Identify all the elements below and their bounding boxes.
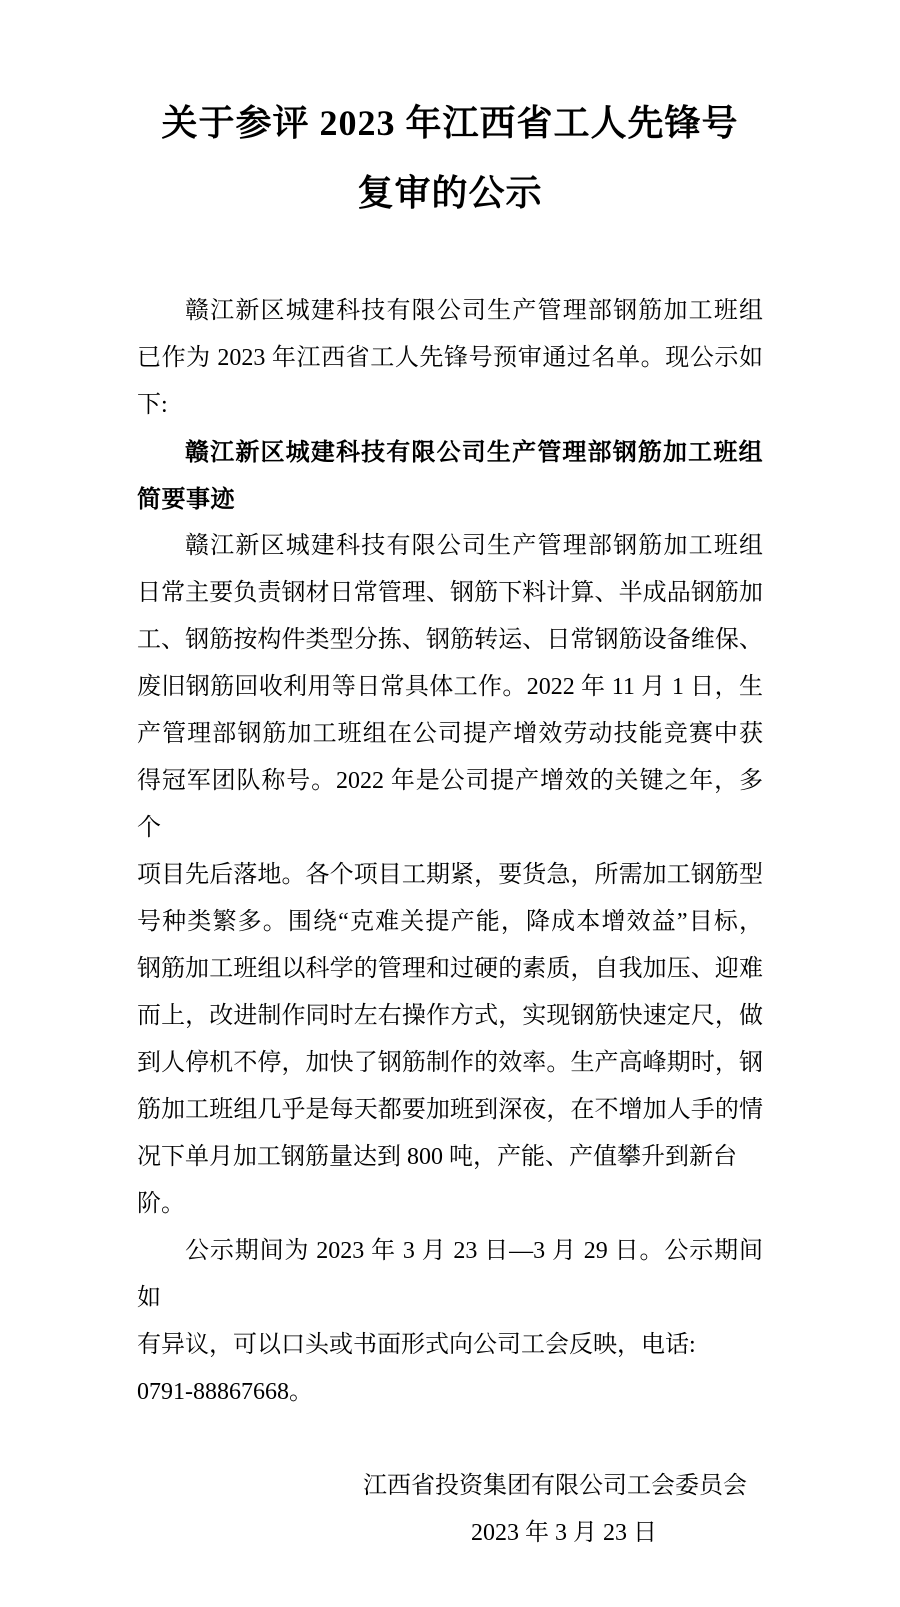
document-body [137,288,763,1416]
paragraph-line: 号种类繁多。围绕“克难关提产能，降成本增效益”目标， [137,909,763,935]
paragraph [137,523,763,1228]
signature-block [137,1463,763,1557]
paragraph-line: 公示期间为 2023 年 3 月 23 日—3 月 29 日。公示期间如 [137,1238,763,1311]
paragraph-line: 筋加工班组几乎是每天都要加班到深夜，在不增加人手的情 [137,1097,763,1123]
paragraph-line: 下: [137,392,168,418]
paragraph-line: 到人停机不停，加快了钢筋制作的效率。生产高峰期时，钢 [137,1050,763,1076]
date-line: 2023 年 3 月 23 日 [471,1520,657,1546]
title-line-2: 复审的公示 [357,173,543,213]
section-heading [137,429,763,523]
document-page [0,88,900,1607]
signature-line: 江西省投资集团有限公司工会委员会 [363,1473,747,1499]
paragraph-line: 有异议，可以口头或书面形式向公司工会反映，电话: [137,1332,696,1358]
paragraph-line: 项目先后落地。各个项目工期紧，要货急，所需加工钢筋型 [137,862,763,888]
title-line-1: 关于参评 2023 年江西省工人先锋号 [161,103,739,143]
paragraph-line: 产管理部钢筋加工班组在公司提产增效劳动技能竞赛中获 [137,721,763,747]
paragraph [137,288,763,429]
paragraph-line: 赣江新区城建科技有限公司生产管理部钢筋加工班组 [185,298,763,324]
paragraph-line: 钢筋加工班组以科学的管理和过硬的素质，自我加压、迎难 [137,956,763,982]
paragraph-line: 简要事迹 [137,486,235,513]
paragraph-line: 而上，改进制作同时左右操作方式，实现钢筋快速定尺，做 [137,1003,763,1029]
paragraph [137,1228,763,1416]
paragraph-line: 废旧钢筋回收利用等日常具体工作。2022 年 11 月 1 日，生 [137,674,763,700]
paragraph-line: 0791-88867668。 [137,1379,313,1405]
paragraph-line: 工、钢筋按构件类型分拣、钢筋转运、日常钢筋设备维保、 [137,627,763,653]
document-title [137,88,763,228]
paragraph-line: 得冠军团队称号。2022 年是公司提产增效的关键之年，多个 [137,768,763,841]
paragraph-line: 日常主要负责钢材日常管理、钢筋下料计算、半成品钢筋加 [137,580,763,606]
paragraph-line: 赣江新区城建科技有限公司生产管理部钢筋加工班组 [185,439,763,466]
paragraph-line: 况下单月加工钢筋量达到 800 吨，产能、产值攀升到新台阶。 [137,1144,737,1217]
paragraph-line: 赣江新区城建科技有限公司生产管理部钢筋加工班组 [185,533,763,559]
paragraph-line: 已作为 2023 年江西省工人先锋号预审通过名单。现公示如 [137,345,763,371]
